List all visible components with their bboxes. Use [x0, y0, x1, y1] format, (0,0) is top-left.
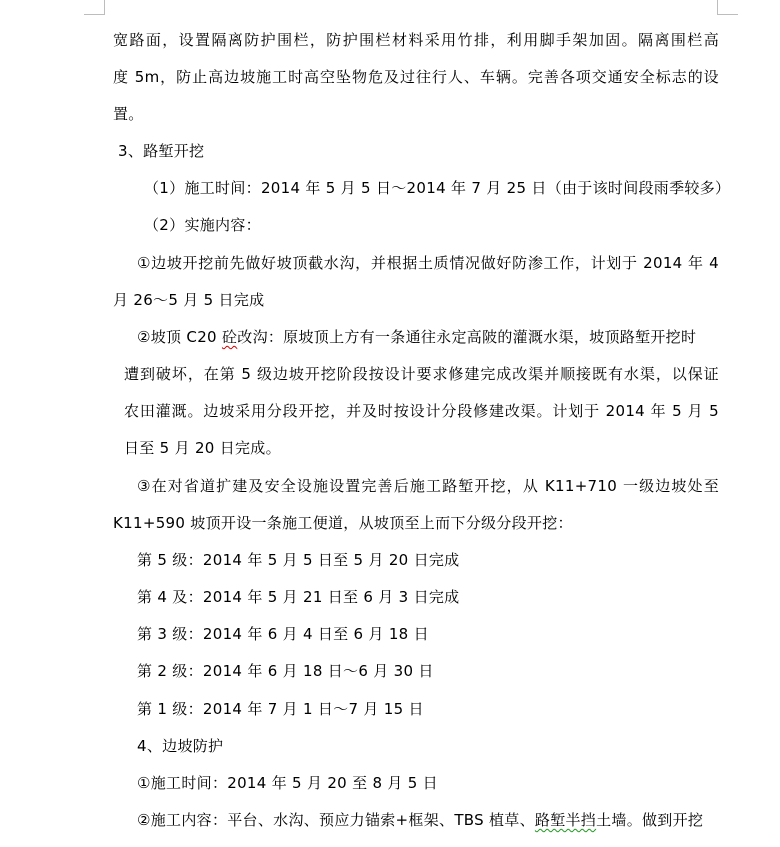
paragraph-line: （1）施工时间：2014 年 5 月 5 日～2014 年 7 月 25 日（由于该时间段雨季较多）	[144, 179, 731, 197]
text-run: ②施工内容：平台、水沟、预应力锚索+框架、TBS 植草、	[137, 811, 535, 829]
schedule-line: 第 3 级：2014 年 6 月 4 日至 6 月 18 日	[137, 625, 429, 643]
paragraph-line: 遭到破坏，在第 5 级边坡开挖阶段按设计要求修建完成改渠并顺接既有水渠，以保证	[124, 365, 719, 383]
paragraph-line: 度 5m，防止高边坡施工时高空坠物危及过往行人、车辆。完善各项交通安全标志的设	[113, 68, 719, 86]
schedule-line: 第 5 级：2014 年 5 月 5 日至 5 月 20 日完成	[137, 551, 460, 569]
grammar-marked-phrase: 路堑半挡	[534, 811, 597, 829]
section-heading: 3、路堑开挖	[118, 142, 205, 160]
text-run: 土墙。做到开挖	[596, 811, 704, 829]
paragraph-line	[137, 810, 703, 830]
paragraph-line: ①边坡开挖前先做好坡顶截水沟，并根据土质情况做好防渗工作，计划于 2014 年 4	[137, 254, 719, 272]
paragraph-line	[137, 327, 696, 347]
paragraph-line: 农田灌溉。边坡采用分段开挖，并及时按设计分段修建改渠。计划于 2014 年 5 月 5	[124, 402, 719, 420]
paragraph-line: 宽路面，设置隔离防护围栏，防护围栏材料采用竹排，利用脚手架加固。隔离围栏高	[113, 31, 719, 49]
paragraph-line: （2）实施内容：	[144, 216, 261, 234]
schedule-line: 第 1 级：2014 年 7 月 1 日～7 月 15 日	[137, 700, 424, 718]
crop-mark-top-left	[84, 0, 105, 15]
crop-mark-top-right	[717, 0, 738, 15]
text-run: ②坡顶 C20	[137, 328, 222, 346]
paragraph-line: ③在对省道扩建及安全设施设置完善后施工路堑开挖，从 K11+710 一级边坡处至	[137, 477, 719, 495]
spellcheck-marked-word: 砼	[221, 328, 238, 346]
paragraph-line: 月 26～5 月 5 日完成	[113, 291, 265, 309]
section-heading: 4、边坡防护	[137, 737, 224, 755]
text-run: 改沟：原坡顶上方有一条通往永定高陂的灌溉水渠，坡顶路堑开挖时	[237, 328, 697, 346]
schedule-line: 第 2 级：2014 年 6 月 18 日～6 月 30 日	[137, 662, 434, 680]
paragraph-line: ①施工时间：2014 年 5 月 20 至 8 月 5 日	[137, 774, 438, 792]
schedule-line: 第 4 及：2014 年 5 月 21 日至 6 月 3 日完成	[137, 588, 460, 606]
paragraph-line: K11+590 坡顶开设一条施工便道，从坡顶至上而下分级分段开挖：	[113, 514, 573, 532]
paragraph-line: 日至 5 月 20 日完成。	[124, 439, 281, 457]
paragraph-line: 置。	[113, 105, 144, 123]
